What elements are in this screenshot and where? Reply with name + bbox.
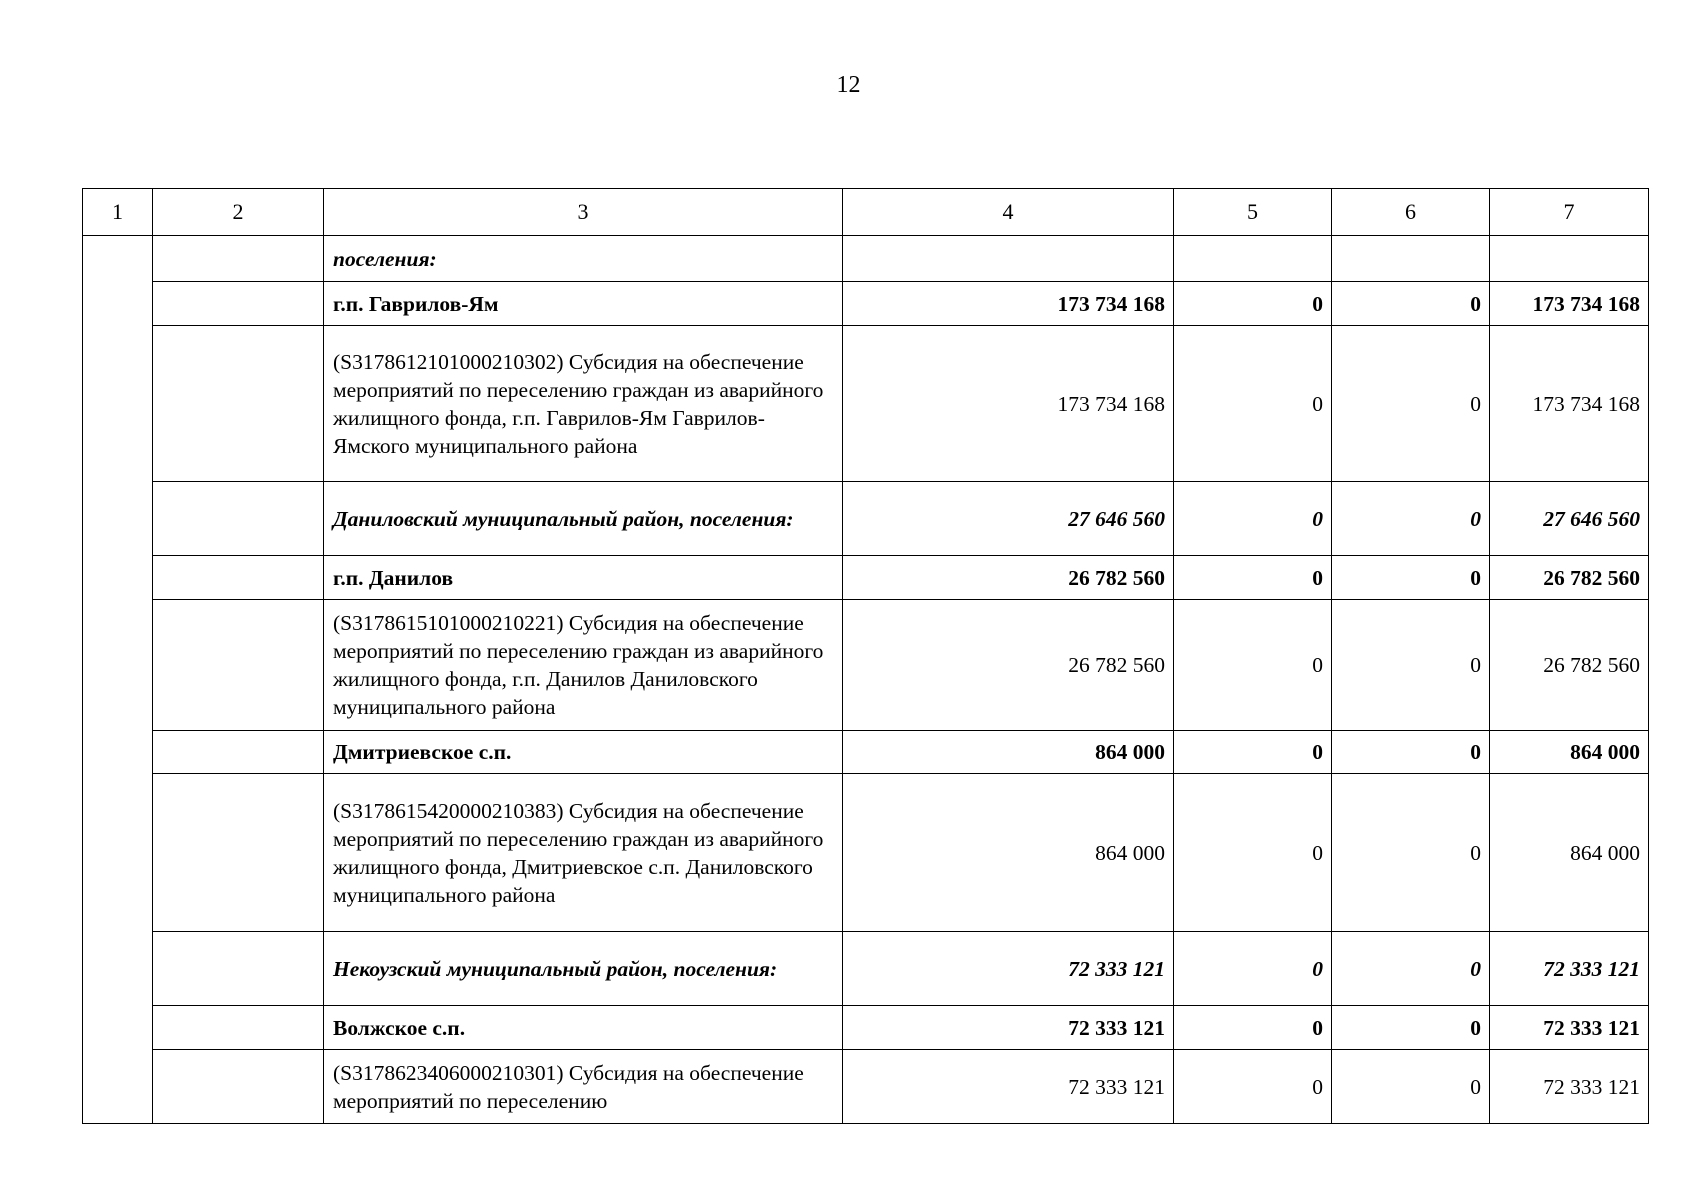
cell-col5: 0 bbox=[1174, 932, 1332, 1006]
cell-col7: 864 000 bbox=[1490, 774, 1649, 932]
cell-col7: 26 782 560 bbox=[1490, 600, 1649, 731]
row-label: г.п. Данилов bbox=[324, 556, 843, 600]
cell-col2 bbox=[153, 326, 324, 482]
cell-col6: 0 bbox=[1332, 600, 1490, 731]
cell-col7: 173 734 168 bbox=[1490, 326, 1649, 482]
table-row bbox=[83, 774, 1649, 932]
cell-col5: 0 bbox=[1174, 326, 1332, 482]
cell-col6: 0 bbox=[1332, 326, 1490, 482]
cell-col2 bbox=[153, 556, 324, 600]
table-row bbox=[83, 1006, 1649, 1050]
column-header-7: 7 bbox=[1490, 189, 1649, 236]
column-header-3: 3 bbox=[324, 189, 843, 236]
column-header-2: 2 bbox=[153, 189, 324, 236]
cell-col5: 0 bbox=[1174, 1050, 1332, 1124]
row-label: (S3178615101000210221) Субсидия на обеспечение мероприятий по переселению граждан из аварийного жилищного фонда, г.п. Данилов Даниловского муниципального района bbox=[324, 600, 843, 731]
row-label: (S3178623406000210301) Субсидия на обеспечение мероприятий по переселению bbox=[324, 1050, 843, 1124]
table-row bbox=[83, 282, 1649, 326]
cell-col7 bbox=[1490, 236, 1649, 282]
column-header-1: 1 bbox=[83, 189, 153, 236]
cell-col7: 173 734 168 bbox=[1490, 282, 1649, 326]
column-number-row bbox=[83, 189, 1649, 236]
cell-col6: 0 bbox=[1332, 1006, 1490, 1050]
cell-col7: 72 333 121 bbox=[1490, 1006, 1649, 1050]
row-label: г.п. Гаврилов-Ям bbox=[324, 282, 843, 326]
page-number: 12 bbox=[836, 72, 861, 98]
table-row bbox=[83, 556, 1649, 600]
cell-col2 bbox=[153, 482, 324, 556]
row-label: (S3178612101000210302) Субсидия на обеспечение мероприятий по переселению граждан из аварийного жилищного фонда, г.п. Гаврилов-Ям Гаврилов-Ямского муниципального района bbox=[324, 326, 843, 482]
cell-col7: 27 646 560 bbox=[1490, 482, 1649, 556]
cell-col6: 0 bbox=[1332, 774, 1490, 932]
row-label: Некоузский муниципальный район, поселения: bbox=[324, 932, 843, 1006]
table-row bbox=[83, 1050, 1649, 1124]
cell-col6: 0 bbox=[1332, 556, 1490, 600]
cell-col7: 72 333 121 bbox=[1490, 1050, 1649, 1124]
cell-col7: 72 333 121 bbox=[1490, 932, 1649, 1006]
cell-col6: 0 bbox=[1332, 482, 1490, 556]
column-header-5: 5 bbox=[1174, 189, 1332, 236]
merged-cell-col1 bbox=[83, 236, 153, 1124]
cell-col6: 0 bbox=[1332, 282, 1490, 326]
cell-col2 bbox=[153, 600, 324, 731]
row-label: поселения: bbox=[324, 236, 843, 282]
budget-table bbox=[82, 188, 1649, 1124]
cell-col4: 27 646 560 bbox=[843, 482, 1174, 556]
column-header-6: 6 bbox=[1332, 189, 1490, 236]
table-row bbox=[83, 326, 1649, 482]
row-label: (S3178615420000210383) Субсидия на обеспечение мероприятий по переселению граждан из аварийного жилищного фонда, Дмитриевское с.п. Даниловского муниципального района bbox=[324, 774, 843, 932]
cell-col7: 864 000 bbox=[1490, 731, 1649, 774]
cell-col5: 0 bbox=[1174, 482, 1332, 556]
table-row bbox=[83, 482, 1649, 556]
table-row bbox=[83, 731, 1649, 774]
cell-col4: 72 333 121 bbox=[843, 1006, 1174, 1050]
cell-col4: 72 333 121 bbox=[843, 1050, 1174, 1124]
cell-col4: 72 333 121 bbox=[843, 932, 1174, 1006]
cell-col2 bbox=[153, 932, 324, 1006]
cell-col2 bbox=[153, 774, 324, 932]
cell-col6 bbox=[1332, 236, 1490, 282]
cell-col2 bbox=[153, 282, 324, 326]
row-label: Дмитриевское с.п. bbox=[324, 731, 843, 774]
cell-col4: 26 782 560 bbox=[843, 600, 1174, 731]
cell-col6: 0 bbox=[1332, 1050, 1490, 1124]
cell-col5: 0 bbox=[1174, 556, 1332, 600]
cell-col2 bbox=[153, 236, 324, 282]
column-header-4: 4 bbox=[843, 189, 1174, 236]
table-row bbox=[83, 932, 1649, 1006]
cell-col4: 864 000 bbox=[843, 731, 1174, 774]
cell-col6: 0 bbox=[1332, 731, 1490, 774]
cell-col4: 26 782 560 bbox=[843, 556, 1174, 600]
cell-col5: 0 bbox=[1174, 282, 1332, 326]
cell-col4 bbox=[843, 236, 1174, 282]
cell-col5: 0 bbox=[1174, 774, 1332, 932]
table-row bbox=[83, 600, 1649, 731]
cell-col4: 864 000 bbox=[843, 774, 1174, 932]
cell-col4: 173 734 168 bbox=[843, 326, 1174, 482]
cell-col6: 0 bbox=[1332, 932, 1490, 1006]
row-label: Даниловский муниципальный район, поселения: bbox=[324, 482, 843, 556]
row-label: Волжское с.п. bbox=[324, 1006, 843, 1050]
cell-col2 bbox=[153, 1050, 324, 1124]
cell-col2 bbox=[153, 1006, 324, 1050]
cell-col5: 0 bbox=[1174, 600, 1332, 731]
table-row bbox=[83, 236, 1649, 282]
cell-col2 bbox=[153, 731, 324, 774]
cell-col5: 0 bbox=[1174, 1006, 1332, 1050]
cell-col7: 26 782 560 bbox=[1490, 556, 1649, 600]
cell-col5 bbox=[1174, 236, 1332, 282]
cell-col5: 0 bbox=[1174, 731, 1332, 774]
cell-col4: 173 734 168 bbox=[843, 282, 1174, 326]
